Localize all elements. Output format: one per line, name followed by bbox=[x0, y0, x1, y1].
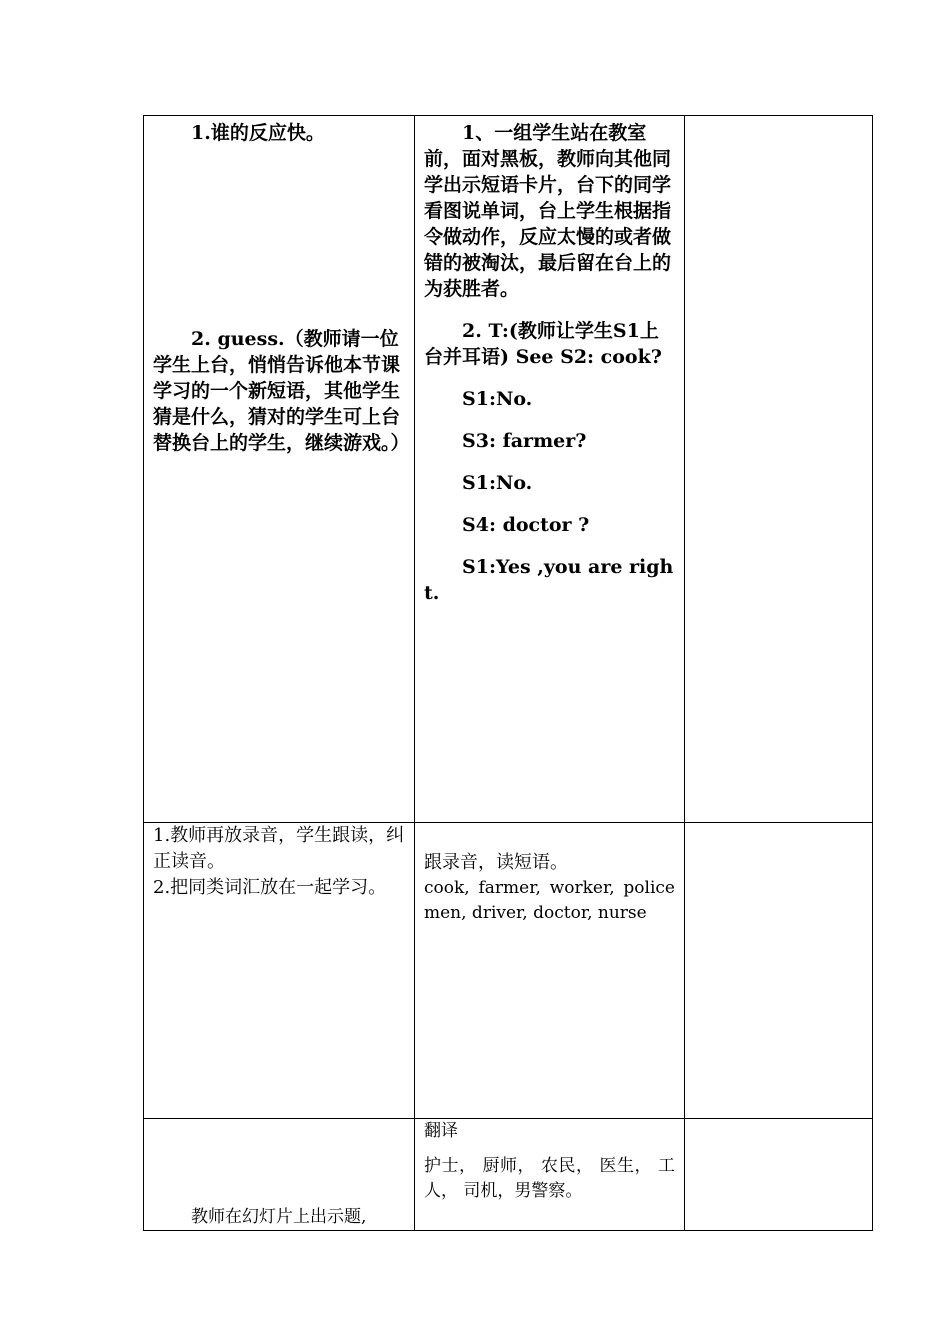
replay-recording-step: 1.教师再放录音，学生跟读，纠正读音。 bbox=[153, 825, 405, 872]
dialogue-line: S4: doctor ? bbox=[462, 514, 590, 536]
row1-teacher-activity-cell bbox=[144, 116, 415, 823]
translate-label: 翻译 bbox=[424, 1121, 458, 1141]
read-along-instruction: 跟录音，读短语。 bbox=[424, 852, 568, 873]
guess-game-description: 2. guess.（教师请一位学生上台，悄悄告诉他本节课学习的一个新短语，其他学生猜是什么，猜对的学生可上台替换台上的学生，继续游戏。） bbox=[153, 328, 410, 454]
table-row bbox=[144, 1119, 873, 1231]
row3-student-activity-cell bbox=[415, 1119, 685, 1231]
dialogue-line: S3: farmer? bbox=[462, 430, 587, 452]
row3-teacher-activity-cell bbox=[144, 1119, 415, 1231]
translate-word-list: 护士， 厨师， 农民， 医生， 工人， 司机，男警察。 bbox=[424, 1156, 675, 1201]
table-row bbox=[144, 116, 873, 823]
row3-notes-cell bbox=[685, 1119, 873, 1231]
reaction-game-title: 1.谁的反应快。 bbox=[191, 122, 325, 144]
table-row bbox=[144, 823, 873, 1119]
row2-notes-cell bbox=[685, 823, 873, 1119]
dialogue-line: S1:No. bbox=[462, 388, 533, 410]
dialogue-line: S1:No. bbox=[462, 472, 533, 494]
row2-teacher-activity-cell bbox=[144, 823, 415, 1119]
row1-notes-cell bbox=[685, 116, 873, 823]
vocabulary-word-list: cook, farmer, worker, policemen, driver, doctor, nurse bbox=[424, 878, 675, 923]
guess-dialogue-intro: 2. T:(教师让学生S1上台并耳语) See S2: cook? bbox=[424, 320, 662, 368]
slide-exercise-note: 教师在幻灯片上出示题, bbox=[191, 1207, 367, 1227]
dialogue-line: S1:Yes ,you are right. bbox=[424, 556, 674, 604]
row1-student-activity-cell bbox=[415, 116, 685, 823]
group-vocabulary-step: 2.把同类词汇放在一起学习。 bbox=[153, 877, 387, 898]
reaction-game-rules: 1、一组学生站在教室前，面对黑板，教师向其他同学出示短语卡片，台下的同学看图说单词，台上学生根据指令做动作，反应太慢的或者做错的被淘汰，最后留在台上的为获胜者。 bbox=[424, 122, 672, 300]
row2-student-activity-cell bbox=[415, 823, 685, 1119]
lesson-plan-table bbox=[143, 115, 873, 1231]
